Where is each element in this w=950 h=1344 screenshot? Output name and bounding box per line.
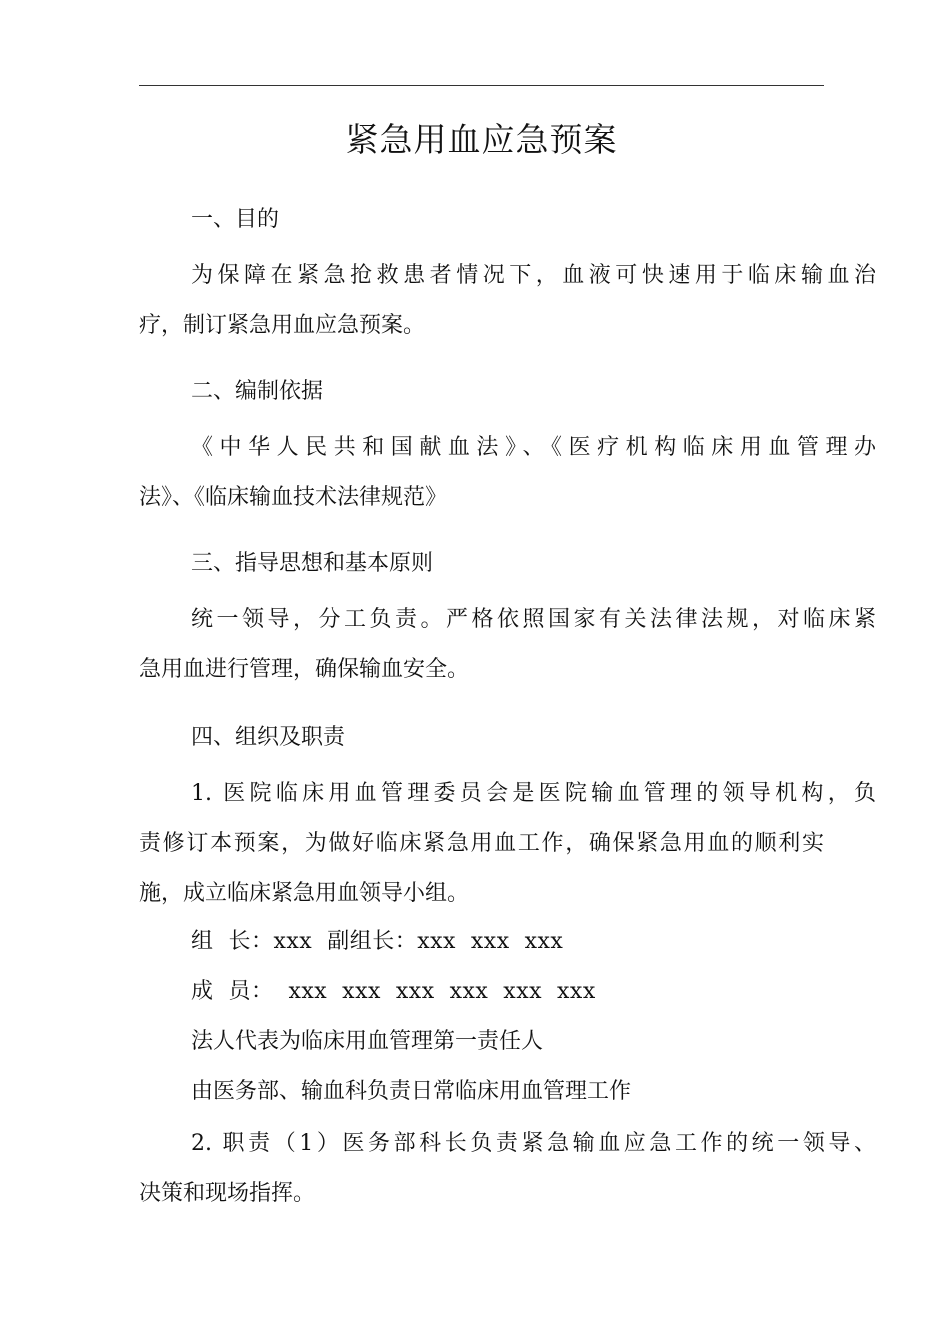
paragraph-line: 法人代表为临床用血管理第一责任人 bbox=[191, 1029, 544, 1054]
paragraph-line: 1. 医院临床用血管理委员会是医院输血管理的领导机构，负 bbox=[191, 781, 876, 806]
section-heading-purpose: 一、目的 bbox=[191, 207, 280, 232]
paragraph-line: 疗，制订紧急用血应急预案。 bbox=[139, 313, 426, 338]
paragraph-line: 施，成立临床紧急用血领导小组。 bbox=[139, 881, 470, 906]
paragraph-line: 《中华人民共和国献血法》、《医疗机构临床用血管理办 bbox=[191, 435, 876, 460]
paragraph-line: 为保障在紧急抢救患者情况下，血液可快速用于临床输血治 bbox=[191, 263, 876, 288]
group-members-line: 成 员： xxx xxx xxx xxx xxx xxx bbox=[191, 979, 596, 1004]
group-leader-line: 组 长：xxx 副组长：xxx xxx xxx bbox=[191, 929, 564, 954]
section-heading-basis: 二、编制依据 bbox=[191, 379, 324, 404]
header-rule bbox=[139, 85, 824, 86]
paragraph-line: 2. 职责（1）医务部科长负责紧急输血应急工作的统一领导、 bbox=[191, 1131, 876, 1156]
paragraph-line: 急用血进行管理，确保输血安全。 bbox=[139, 657, 470, 682]
section-heading-organization: 四、组织及职责 bbox=[191, 725, 346, 750]
paragraph-line: 决策和现场指挥。 bbox=[139, 1181, 316, 1206]
paragraph-line: 由医务部、输血科负责日常临床用血管理工作 bbox=[191, 1079, 632, 1104]
section-heading-principles: 三、指导思想和基本原则 bbox=[191, 551, 434, 576]
document-title: 紧急用血应急预案 bbox=[345, 120, 618, 159]
paragraph-line: 法》、《临床输血技术法律规范》 bbox=[139, 485, 448, 510]
paragraph-line: 责修订本预案，为做好临床紧急用血工作，确保紧急用血的顺利实 bbox=[139, 831, 824, 856]
paragraph-line: 统一领导，分工负责。严格依照国家有关法律法规，对临床紧 bbox=[191, 607, 876, 632]
